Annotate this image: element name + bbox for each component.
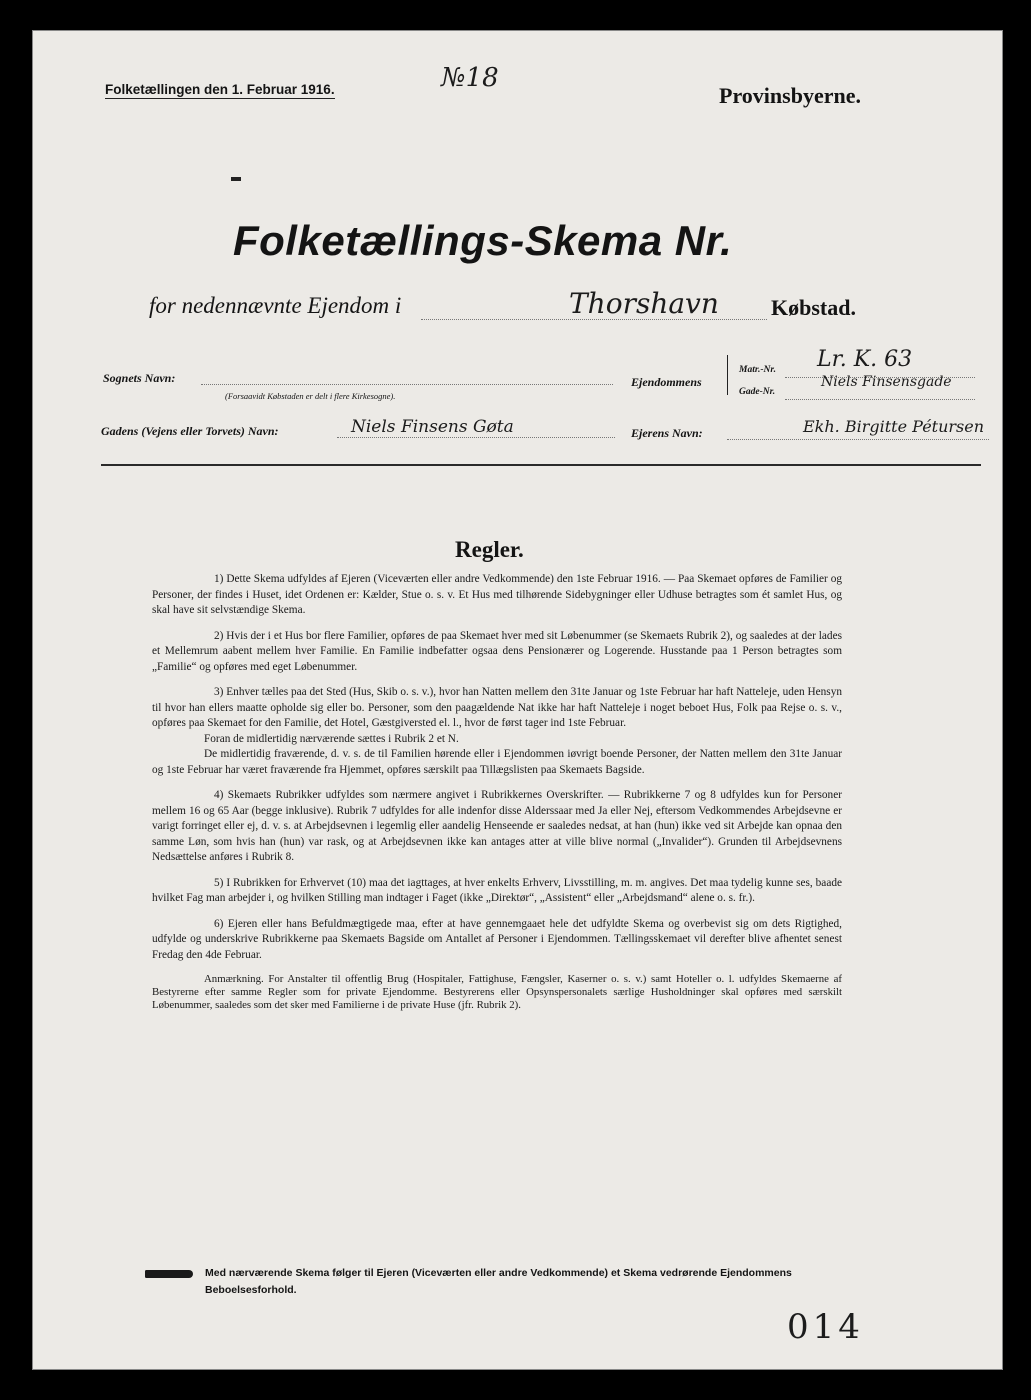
- rule-3-note-n: Foran de midlertidig nærværende sættes i Rubrik 2 et N.: [204, 732, 459, 745]
- parish-name-label: Sognets Navn:: [103, 371, 176, 385]
- owner-name-value: Ekh. Birgitte Pétursen: [803, 417, 985, 436]
- kobstad-label: Købstad.: [771, 295, 856, 320]
- section-divider: [101, 464, 981, 466]
- rule-5: 5) I Rubrikken for Erhvervet (10) maa det iagttages, at hver enkelts Erhverv, Livsstilling, m. m. angives. Det maa tydelig kunne ses, baade hvilket Fag man arbejder i, og hvilken Stilling man indtager i Faget (ikke „Direktør“, „Assistent“ eller „Arbejdsmand“ alene o. s. fr.).: [152, 876, 842, 904]
- gade-nr-value: Niels Finsensgade: [821, 374, 952, 390]
- for-property-text: for nedennævnte Ejendom i: [149, 293, 402, 318]
- matr-nr-value: Lr. K. 63: [817, 347, 913, 372]
- street-name-label: Gadens (Vejens eller Torvets) Navn:: [101, 424, 279, 438]
- rule-4: 4) Skemaets Rubrikker udfyldes som nærmere angivet i Rubrikkernes Overskrifter. — Rubrikkerne 7 og 8 udfyldes kun for Personer mellem 16 og 65 Aar (begge inklusive). Rubrik 7 udfyldes for alle indenfor disse Alderssaar med Ja eller Nej, eftersom Vedkommendes Arbejdsevne er varigt forringet eller ej, d. v. s. at Arbejdsevnen i legemlig eller aandelig Henseende er saaledes nedsat, at han (hun) ikke ved sit Arbejde kan opnaa den samme Løn, som hvis han (hun) var rask, og at Arbejdsevnen ikke kan antages atter at ville blive normal („Invalider“). Grunden til Arbejdsevnens Nedsættelse anføres i Rubrik 8.: [152, 789, 842, 863]
- rule-3: 3) Enhver tælles paa det Sted (Hus, Skib o. s. v.), hvor han Natten mellem den 31te Januar og 1ste Februar har haft Natteleje, uden Hensyn til hvor han ellers maatte opholde sig eller bo. Personer, som den paagældende Nat ikke har haft Natteleje i noget beboet Hus, Folk paa Rejse o. s. v., opføres paa Skemaet for den Familie, det Hotel, Gæstgiversted el. l., hvor de først tager ind 1ste Februar.: [152, 686, 842, 729]
- gade-nr-label: Gade-Nr.: [739, 387, 776, 397]
- remark: Anmærkning. For Anstalter til offentlig Brug (Hospitaler, Fattighuse, Fængsler, Kaserner o. s. v.) samt Hoteller o. l. udfyldes Skemaerne af Bestyrerne efter samme Regler som for private Ejendomme. Bestyrerens eller Opsynspersonalets særlige Husholdninger skal opføres med særskilt Løbenummer, saaledes som det sker med Familierne i de private Huse (jfr. Rubrik 2).: [152, 973, 842, 1011]
- form-number-handwritten: №18: [441, 63, 499, 93]
- region-label: Provinsbyerne.: [719, 83, 861, 108]
- rules-text: [152, 572, 842, 1012]
- matr-nr-label: Matr.-Nr.: [739, 365, 776, 375]
- rule-1: 1) Dette Skema udfyldes af Ejeren (Viceværten eller andre Vedkommende) den 1ste Februar 1916. — Paa Skemaet opføres de Familier og Personer, der findes i Huset, idet Ordenen er: Kælder, Stue o. s. v. Et Hus med tilhørende Sidebygninger eller Udhuse betragtes som ét samlet Hus, og skal have sit selvstændige Skema.: [152, 573, 842, 616]
- rules-heading: Regler.: [455, 537, 524, 562]
- faint-stamp: [51, 71, 64, 114]
- parish-note: (Forsaavidt Købstaden er delt i flere Kirkesogne).: [225, 391, 396, 401]
- small-dash-mark: [231, 177, 241, 181]
- owner-name-label: Ejerens Navn:: [631, 426, 703, 440]
- rule-6: 6) Ejeren eller hans Befuldmægtigede maa, efter at have gennemgaaet hele det udfyldte Skema og overbevist sig om dets Rigtighed, udfylde og underskrive Rubrikkerne paa Skemaets Bagside om Antallet af Personer i Ejendommen. Tællingsskemaet vil derefter blive afhentet senest Fredag den 4de Februar.: [152, 917, 842, 961]
- parish-line: [201, 384, 613, 385]
- street-name-value: Niels Finsens Gøta: [351, 417, 514, 437]
- town-handwritten: Thorshavn: [569, 287, 719, 320]
- street-line: [337, 437, 615, 438]
- census-date-label: Folketællingen den 1. Februar 1916.: [105, 82, 335, 97]
- pointing-hand-icon: [145, 1270, 193, 1278]
- owner-line: [727, 439, 989, 440]
- page-number-handwritten: 014: [787, 1307, 864, 1347]
- rule-3-absent: De midlertidig fraværende, d. v. s. de til Familien hørende eller i Ejendommen iøvrigt boende Personer, der Natten mellem den 31te Januar og 1ste Februar har været fraværende fra Hjemmet, opføres særskilt paa Tillægslisten paa Skemaets Bagside.: [152, 748, 842, 776]
- gade-nr-line: [785, 399, 975, 400]
- property-brace: [727, 355, 728, 395]
- rule-2: 2) Hvis der i et Hus bor flere Familier, opføres de paa Skemaet hver med sit Løbenummer (se Skemaets Rubrik 2), og saaledes at der lades et Mellemrum aabent mellem hver Familie. En Familie indbefatter ogsaa dens Pensionærer og Logerende. Husstande paa 1 Person betragtes som „Familie“ og opføres med eget Løbenummer.: [152, 629, 842, 673]
- footer-note: Med nærværende Skema følger til Ejeren (Viceværten eller andre Vedkommende) et Skema vedrørende Ejendommens Beboelsesforhold.: [205, 1267, 792, 1296]
- property-label: Ejendommens: [631, 375, 702, 389]
- form-title: Folketællings-Skema Nr.: [233, 217, 733, 264]
- census-form-page: [32, 30, 1003, 1370]
